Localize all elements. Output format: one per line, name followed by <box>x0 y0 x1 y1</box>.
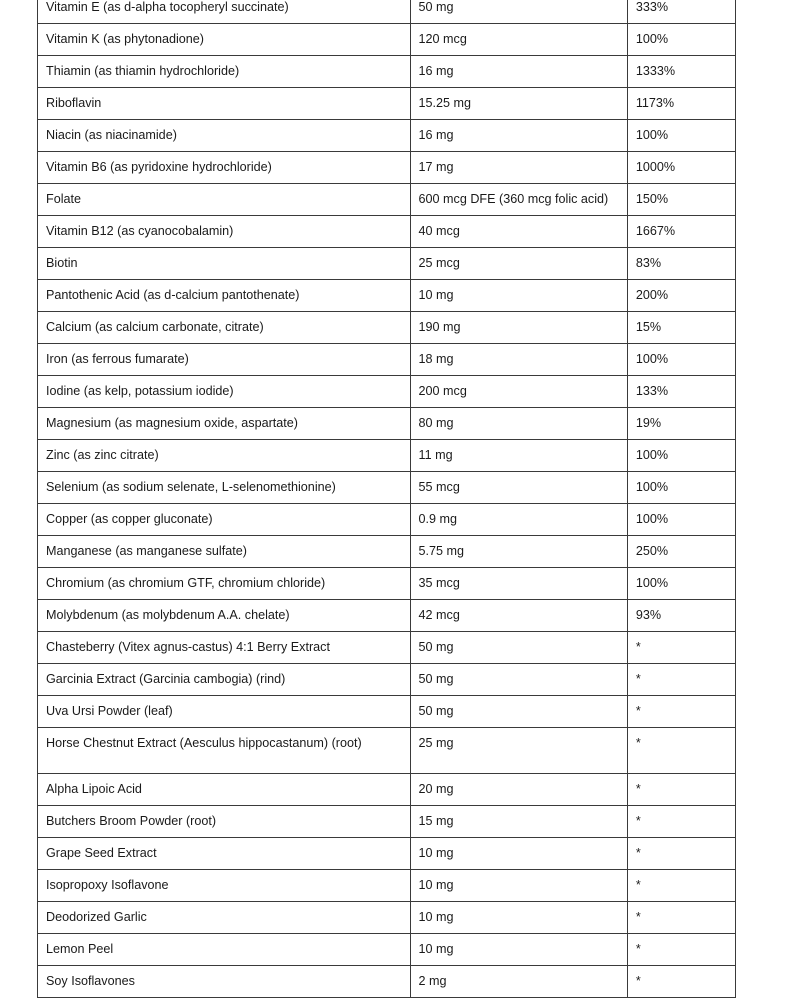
ingredient-cell: Calcium (as calcium carbonate, citrate) <box>38 312 411 344</box>
table-row <box>38 902 736 934</box>
table-row <box>38 472 736 504</box>
table-row <box>38 838 736 870</box>
ingredient-cell: Manganese (as manganese sulfate) <box>38 536 411 568</box>
amount-cell: 25 mcg <box>410 248 627 280</box>
amount-cell: 10 mg <box>410 838 627 870</box>
daily-value-cell: 100% <box>627 344 735 376</box>
table-row <box>38 312 736 344</box>
supplement-facts-table <box>37 0 736 998</box>
table-row <box>38 152 736 184</box>
table-row <box>38 696 736 728</box>
daily-value-cell: * <box>627 696 735 728</box>
table-row <box>38 376 736 408</box>
daily-value-cell: 1333% <box>627 56 735 88</box>
daily-value-cell: * <box>627 838 735 870</box>
ingredient-cell: Isopropoxy Isoflavone <box>38 870 411 902</box>
daily-value-cell: 15% <box>627 312 735 344</box>
amount-cell: 80 mg <box>410 408 627 440</box>
amount-cell: 10 mg <box>410 902 627 934</box>
daily-value-cell: 250% <box>627 536 735 568</box>
daily-value-cell: 19% <box>627 408 735 440</box>
daily-value-cell: 333% <box>627 0 735 24</box>
ingredient-cell: Biotin <box>38 248 411 280</box>
table-row <box>38 408 736 440</box>
amount-cell: 18 mg <box>410 344 627 376</box>
amount-cell: 50 mg <box>410 664 627 696</box>
ingredient-cell: Vitamin E (as d-alpha tocopheryl succinate) <box>38 0 411 24</box>
table-row <box>38 88 736 120</box>
daily-value-cell: 100% <box>627 568 735 600</box>
daily-value-cell: * <box>627 774 735 806</box>
daily-value-cell: * <box>627 870 735 902</box>
amount-cell: 10 mg <box>410 280 627 312</box>
ingredient-cell: Grape Seed Extract <box>38 838 411 870</box>
table-row <box>38 568 736 600</box>
amount-cell: 25 mg <box>410 728 627 774</box>
table-row <box>38 664 736 696</box>
daily-value-cell: * <box>627 664 735 696</box>
ingredient-cell: Uva Ursi Powder (leaf) <box>38 696 411 728</box>
amount-cell: 15.25 mg <box>410 88 627 120</box>
table-row <box>38 806 736 838</box>
amount-cell: 35 mcg <box>410 568 627 600</box>
ingredient-cell: Folate <box>38 184 411 216</box>
table-row <box>38 248 736 280</box>
daily-value-cell: * <box>627 806 735 838</box>
ingredient-cell: Chromium (as chromium GTF, chromium chloride) <box>38 568 411 600</box>
table-row <box>38 440 736 472</box>
amount-cell: 16 mg <box>410 120 627 152</box>
amount-cell: 16 mg <box>410 56 627 88</box>
daily-value-cell: * <box>627 728 735 774</box>
table-row <box>38 870 736 902</box>
table-row <box>38 216 736 248</box>
daily-value-cell: 100% <box>627 504 735 536</box>
table-row <box>38 0 736 24</box>
ingredient-cell: Magnesium (as magnesium oxide, aspartate) <box>38 408 411 440</box>
amount-cell: 2 mg <box>410 966 627 998</box>
amount-cell: 42 mcg <box>410 600 627 632</box>
supplement-facts-body <box>38 0 736 998</box>
ingredient-cell: Copper (as copper gluconate) <box>38 504 411 536</box>
ingredient-cell: Vitamin B12 (as cyanocobalamin) <box>38 216 411 248</box>
amount-cell: 50 mg <box>410 696 627 728</box>
amount-cell: 40 mcg <box>410 216 627 248</box>
ingredient-cell: Molybdenum (as molybdenum A.A. chelate) <box>38 600 411 632</box>
daily-value-cell: 1173% <box>627 88 735 120</box>
amount-cell: 15 mg <box>410 806 627 838</box>
daily-value-cell: 1667% <box>627 216 735 248</box>
ingredient-cell: Butchers Broom Powder (root) <box>38 806 411 838</box>
amount-cell: 55 mcg <box>410 472 627 504</box>
ingredient-cell: Iron (as ferrous fumarate) <box>38 344 411 376</box>
ingredient-cell: Riboflavin <box>38 88 411 120</box>
amount-cell: 10 mg <box>410 870 627 902</box>
daily-value-cell: 200% <box>627 280 735 312</box>
ingredient-cell: Vitamin B6 (as pyridoxine hydrochloride) <box>38 152 411 184</box>
amount-cell: 50 mg <box>410 0 627 24</box>
table-row <box>38 774 736 806</box>
table-row <box>38 728 736 774</box>
table-row <box>38 934 736 966</box>
table-row <box>38 280 736 312</box>
daily-value-cell: * <box>627 934 735 966</box>
amount-cell: 10 mg <box>410 934 627 966</box>
table-row <box>38 536 736 568</box>
ingredient-cell: Zinc (as zinc citrate) <box>38 440 411 472</box>
table-row <box>38 504 736 536</box>
amount-cell: 11 mg <box>410 440 627 472</box>
daily-value-cell: * <box>627 902 735 934</box>
ingredient-cell: Lemon Peel <box>38 934 411 966</box>
amount-cell: 17 mg <box>410 152 627 184</box>
table-row <box>38 184 736 216</box>
table-row <box>38 966 736 998</box>
ingredient-cell: Niacin (as niacinamide) <box>38 120 411 152</box>
daily-value-cell: 83% <box>627 248 735 280</box>
daily-value-cell: 150% <box>627 184 735 216</box>
daily-value-cell: 100% <box>627 120 735 152</box>
daily-value-cell: 133% <box>627 376 735 408</box>
daily-value-cell: 100% <box>627 440 735 472</box>
ingredient-cell: Garcinia Extract (Garcinia cambogia) (rind) <box>38 664 411 696</box>
ingredient-cell: Vitamin K (as phytonadione) <box>38 24 411 56</box>
ingredient-cell: Deodorized Garlic <box>38 902 411 934</box>
amount-cell: 190 mg <box>410 312 627 344</box>
table-row <box>38 632 736 664</box>
daily-value-cell: * <box>627 632 735 664</box>
ingredient-cell: Selenium (as sodium selenate, L-selenomethionine) <box>38 472 411 504</box>
table-row <box>38 120 736 152</box>
amount-cell: 20 mg <box>410 774 627 806</box>
ingredient-cell: Iodine (as kelp, potassium iodide) <box>38 376 411 408</box>
daily-value-cell: 100% <box>627 24 735 56</box>
ingredient-cell: Alpha Lipoic Acid <box>38 774 411 806</box>
amount-cell: 600 mcg DFE (360 mcg folic acid) <box>410 184 627 216</box>
amount-cell: 200 mcg <box>410 376 627 408</box>
daily-value-cell: * <box>627 966 735 998</box>
daily-value-cell: 93% <box>627 600 735 632</box>
ingredient-cell: Soy Isoflavones <box>38 966 411 998</box>
ingredient-cell: Chasteberry (Vitex agnus-castus) 4:1 Berry Extract <box>38 632 411 664</box>
ingredient-cell: Horse Chestnut Extract (Aesculus hippocastanum) (root) <box>38 728 411 774</box>
ingredient-cell: Pantothenic Acid (as d-calcium pantothenate) <box>38 280 411 312</box>
table-row <box>38 24 736 56</box>
amount-cell: 50 mg <box>410 632 627 664</box>
table-row <box>38 56 736 88</box>
table-row <box>38 600 736 632</box>
amount-cell: 0.9 mg <box>410 504 627 536</box>
amount-cell: 120 mcg <box>410 24 627 56</box>
amount-cell: 5.75 mg <box>410 536 627 568</box>
daily-value-cell: 1000% <box>627 152 735 184</box>
table-row <box>38 344 736 376</box>
ingredient-cell: Thiamin (as thiamin hydrochloride) <box>38 56 411 88</box>
daily-value-cell: 100% <box>627 472 735 504</box>
